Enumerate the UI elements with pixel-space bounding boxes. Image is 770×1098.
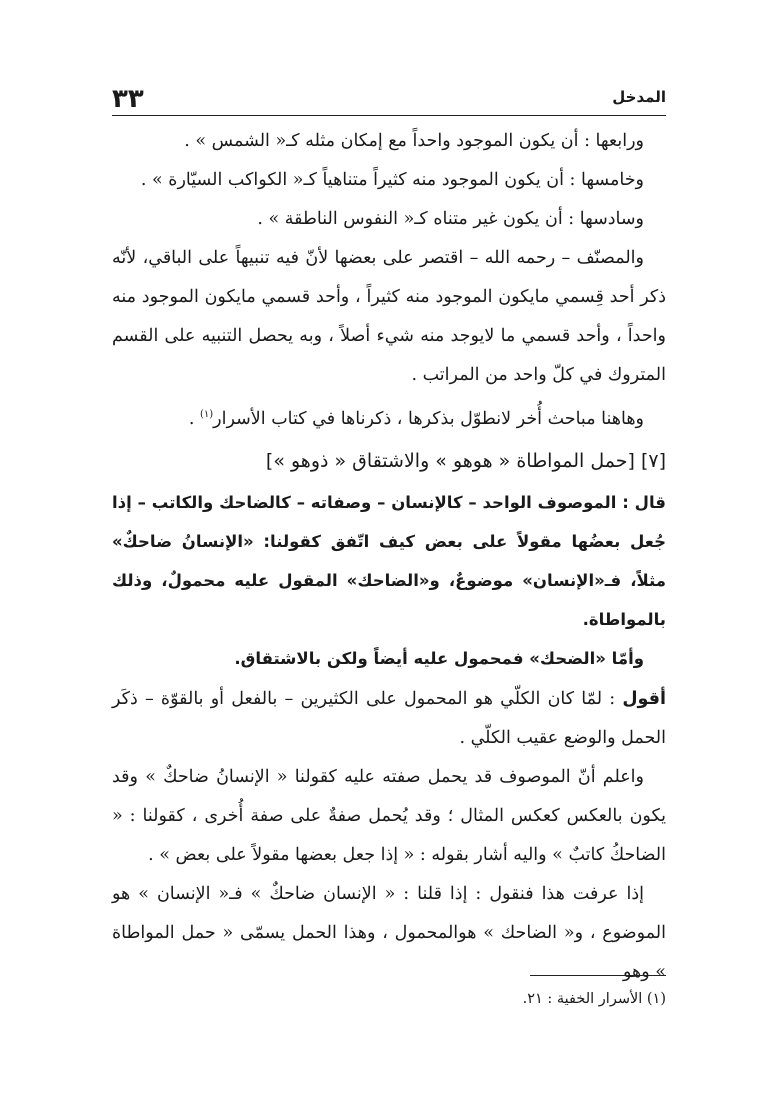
paragraph-other-discussions <box>112 395 666 439</box>
sharh-paragraph-2: واعلم أنّ الموصوف قد يحمل صفته عليه كقولنا « الإنسانُ ضاحكٌ » وقد يكون بالعكس كعكس المثال ؛ وقد يُحمل صفةٌ على صفة أُخرى ، كقولنا : « الضاحكُ كاتبٌ » واليه أشار بقوله : « إذا جعل بعضها مقولاً على بعض » . <box>112 766 666 865</box>
paragraph-sixth: وسادسها : أن يكون غير متناه كـ« النفوس الناطقة » . <box>257 209 644 229</box>
section-title: [٧] [حمل المواطاة « هوهو » والاشتقاق « ذوهو »] <box>265 449 666 472</box>
header-rule <box>112 115 666 116</box>
sharh-label: أقول <box>622 688 666 709</box>
footnote-ref: (١) <box>199 409 214 420</box>
paragraph-fourth: ورابعها : أن يكون الموجود واحداً مع إمكان مثله كـ« الشمس » . <box>184 131 644 151</box>
footnote: (١) الأسرار الخفية : ٢١. <box>522 991 666 1007</box>
footnote-rule <box>530 975 666 976</box>
page-content <box>112 122 666 992</box>
running-head: المدخل <box>612 88 666 106</box>
other-discussions-text: وهاهنا مباحث أُخر لانطوّل بذكرها ، ذكرناها في كتاب الأسرار <box>213 408 644 429</box>
sharh-paragraph-3: إذا عرفت هذا فنقول : إذا قلنا : « الإنسان ضاحكٌ » فـ« الإنسان » هو الموضوع ، و« الضاحك » هوالمحمول ، وهذا الحمل يسمّى « حمل المواطاة » وهو <box>112 883 666 982</box>
matn-text: : الموصوف الواحد – كالإنسان – وصفاته – كالضاحك والكاتب – إذا جُعل بعضُها مقولاً على بعض كيف اتّفق كقولنا: «الإنسانُ ضاحكٌ» مثلاً، فـ«الإنسان» موضوعٌ، و«الضاحك» المقول عليه محمولٌ، وذلك بالمواطاة. <box>112 492 666 629</box>
matn-label: قال <box>634 492 666 512</box>
paragraph-author-note: والمصنّف – رحمه الله – اقتصر على بعضها لأنّ فيه تنبيهاً على الباقي، لأنّه ذكر أحد قِسمي مايكون الموجود منه كثيراً ، وأحد قسمي مايكون الموجود منه واحداً ، وأحد قسمي ما لايوجد منه شيء أصلاً ، وبه يحصل التنبيه على القسم المتروك في كلّ واحد من المراتب . <box>112 248 666 385</box>
page-number: ٣٣ <box>112 84 144 114</box>
page-header <box>112 84 666 116</box>
matn-paragraph-2: وأمّا «الضحك» فمحمول عليه أيضاً ولكن بالاشتقاق. <box>234 648 644 668</box>
sharh-text: : لمّا كان الكلّي هو المحمول على الكثيرين – بالفعل أو بالقوّة – ذكَر الحمل والوضع عقيب الكلّي . <box>112 688 666 748</box>
other-discussions-end: . <box>188 408 200 429</box>
matn-paragraph <box>112 483 666 639</box>
sharh-paragraph <box>112 680 666 758</box>
paragraph-fifth: وخامسها : أن يكون الموجود منه كثيراً متناهياً كـ« الكواكب السيّارة » . <box>140 170 644 190</box>
